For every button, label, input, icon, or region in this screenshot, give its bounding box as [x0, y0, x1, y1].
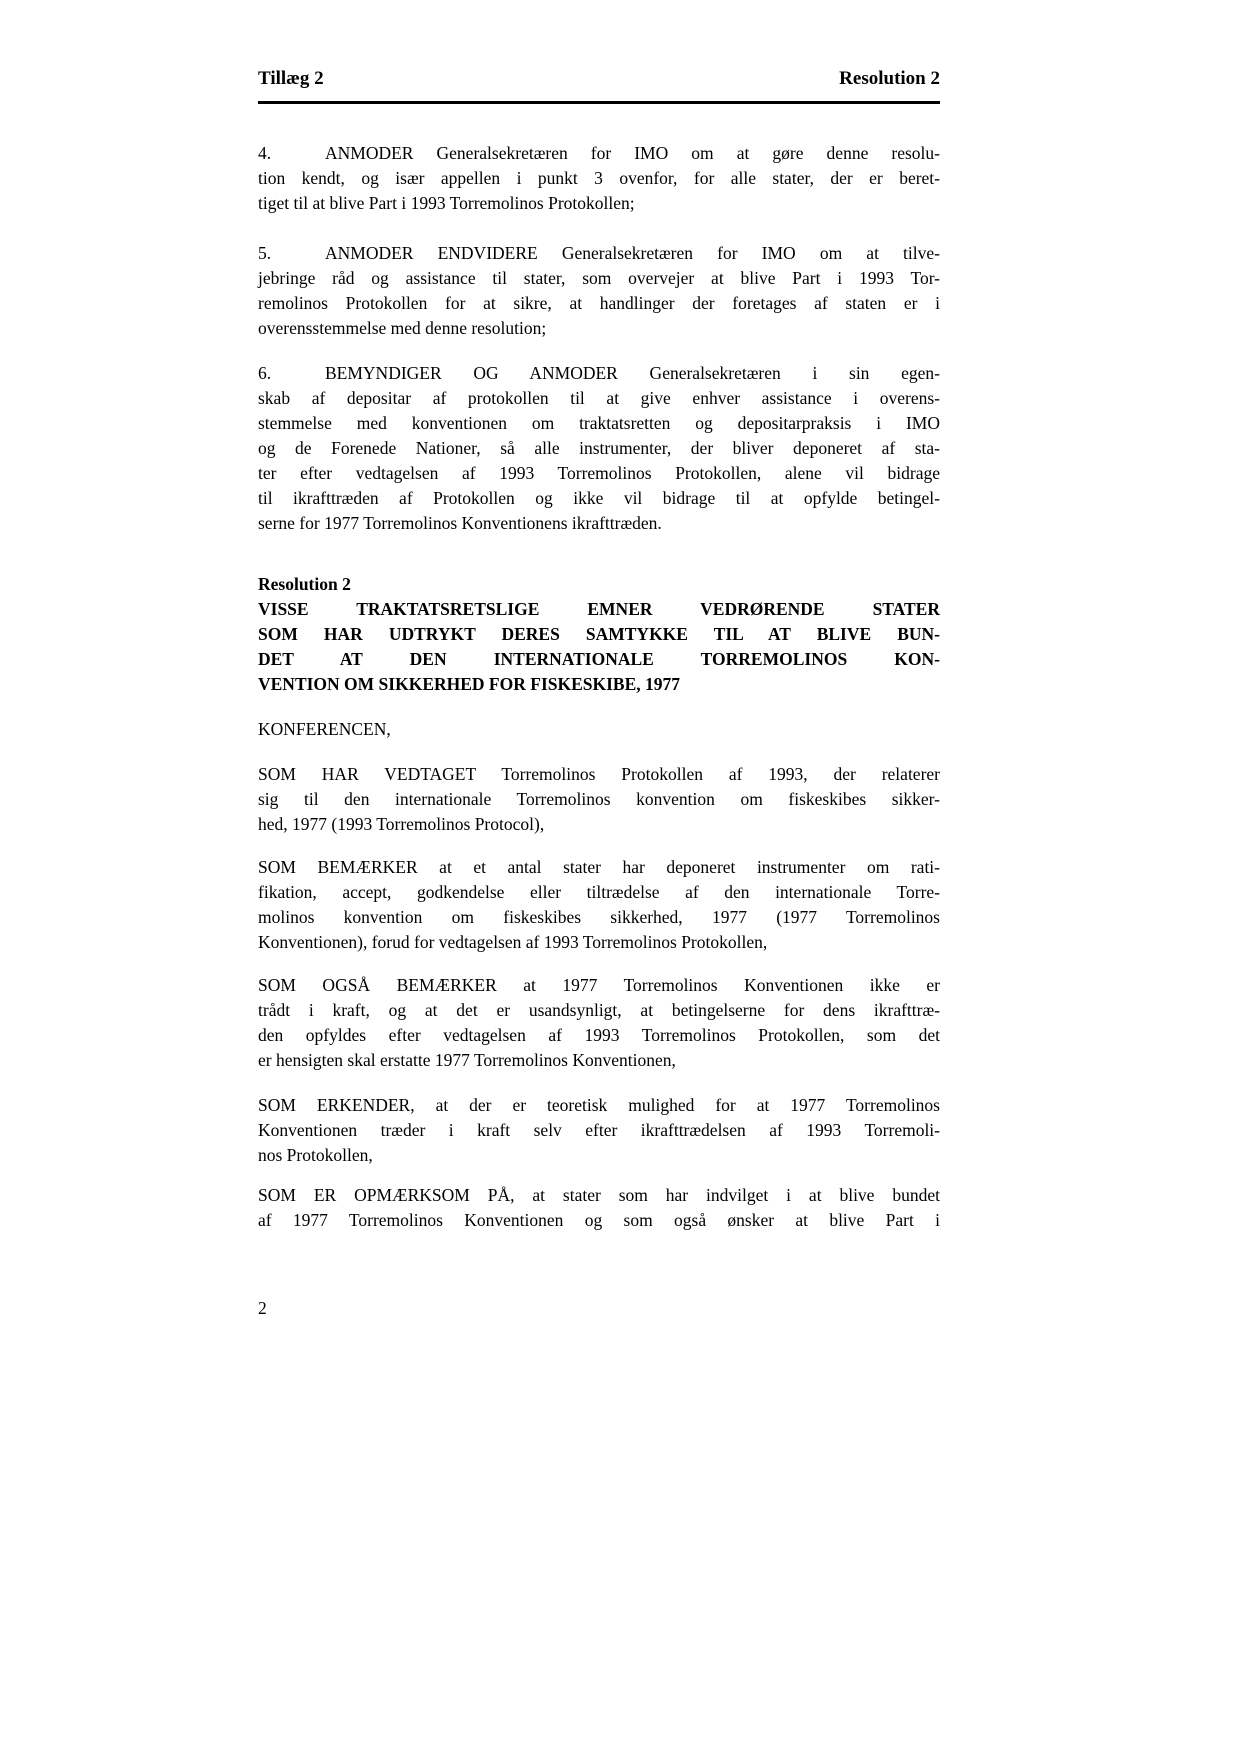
numbered-paragraph: [258, 361, 940, 536]
section-title: [258, 597, 940, 697]
numbered-paragraph: [258, 141, 940, 216]
text-line: SOM HAR VEDTAGET Torremolinos Protokollen af 1993, der relaterer: [258, 764, 940, 784]
text-line: KONFERENCEN,: [258, 719, 391, 739]
paragraph-number: 6.: [258, 363, 272, 383]
preamble-section: [258, 717, 940, 1233]
page-header: [258, 66, 940, 92]
page-number: 2: [258, 1298, 267, 1318]
text-line: VISSE TRAKTATSRETSLIGE EMNER VEDRØRENDE STATER: [258, 599, 940, 619]
text-line: nos Protokollen,: [258, 1145, 373, 1165]
text-line: DET AT DEN INTERNATIONALE TORREMOLINOS KON-: [258, 649, 940, 669]
text-line: tiget til at blive Part i 1993 Torremolinos Protokollen;: [258, 193, 635, 213]
text-line: SOM ERKENDER, at der er teoretisk mulighed for at 1977 Torremolinos: [258, 1095, 940, 1115]
text-line: sig til den internationale Torremolinos konvention om fiskeskibes sikker-: [258, 789, 940, 809]
text-line: SOM OGSÅ BEMÆRKER at 1977 Torremolinos Konventionen ikke er: [258, 975, 940, 995]
page-content: [258, 66, 940, 1233]
text-line: af 1977 Torremolinos Konventionen og som også ønsker at blive Part i: [258, 1210, 940, 1230]
text-line: overensstemmelse med denne resolution;: [258, 318, 547, 338]
preamble-paragraph: [258, 855, 940, 955]
preamble-paragraph: [258, 762, 940, 837]
text-line: tion kendt, og især appellen i punkt 3 ovenfor, for alle stater, der er beret-: [258, 168, 940, 188]
paragraph-number: 5.: [258, 243, 272, 263]
preamble-paragraph: [258, 973, 940, 1073]
text-line: SOM HAR UDTRYKT DERES SAMTYKKE TIL AT BLIVE BUN-: [258, 624, 940, 644]
text-line: remolinos Protokollen for at sikre, at handlinger der foretages af staten er i: [258, 293, 940, 313]
text-line: ter efter vedtagelsen af 1993 Torremolinos Protokollen, alene vil bidrage: [258, 463, 940, 483]
text-line: til ikrafttræden af Protokollen og ikke vil bidrage til at opfylde betingel-: [258, 488, 940, 508]
text-line: fikation, accept, godkendelse eller tiltrædelse af den internationale Torre-: [258, 882, 940, 902]
text-line: den opfyldes efter vedtagelsen af 1993 Torremolinos Protokollen, som det: [258, 1025, 940, 1045]
section-heading-label: Resolution 2: [258, 574, 351, 594]
text-line: VENTION OM SIKKERHED FOR FISKESKIBE, 1977: [258, 674, 681, 694]
header-right-label: Resolution 2: [839, 68, 940, 89]
text-line: 4. ANMODER Generalsekretæren for IMO om at gøre denne resolu-: [258, 141, 940, 166]
section-heading: [258, 572, 940, 697]
text-line: 5. ANMODER ENDVIDERE Generalsekretæren for IMO om at tilve-: [258, 241, 940, 266]
paragraph-number: 4.: [258, 143, 272, 163]
text-line: skab af depositar af protokollen til at give enhver assistance i overens-: [258, 388, 940, 408]
text-line: Konventionen træder i kraft selv efter ikrafttrædelsen af 1993 Torremoli-: [258, 1120, 940, 1140]
header-left-label: Tillæg 2: [258, 68, 324, 89]
header-rule: [258, 101, 940, 104]
text-line: hed, 1977 (1993 Torremolinos Protocol),: [258, 814, 545, 834]
text-line: 6. BEMYNDIGER OG ANMODER Generalsekretæren i sin egen-: [258, 361, 940, 386]
text-line: er hensigten skal erstatte 1977 Torremolinos Konventionen,: [258, 1050, 676, 1070]
text-line: trådt i kraft, og at det er usandsynligt, at betingelserne for dens ikrafttræ-: [258, 1000, 940, 1020]
numbered-paragraph: [258, 241, 940, 341]
text-line: SOM BEMÆRKER at et antal stater har deponeret instrumenter om rati-: [258, 857, 940, 877]
preamble-paragraph: [258, 1093, 940, 1168]
text-line: SOM ER OPMÆRKSOM PÅ, at stater som har indvilget i at blive bundet: [258, 1185, 940, 1205]
text-line: Konventionen), forud for vedtagelsen af 1993 Torremolinos Protokollen,: [258, 932, 768, 952]
text-line: jebringe råd og assistance til stater, som overvejer at blive Part i 1993 Tor-: [258, 268, 940, 288]
text-line: og de Forenede Nationer, så alle instrumenter, der bliver deponeret af sta-: [258, 438, 940, 458]
numbered-paragraphs-section: [258, 141, 940, 536]
text-line: molinos konvention om fiskeskibes sikkerhed, 1977 (1977 Torremolinos: [258, 907, 940, 927]
preamble-paragraph: [258, 717, 940, 742]
text-line: serne for 1977 Torremolinos Konventionens ikrafttræden.: [258, 513, 662, 533]
text-line: stemmelse med konventionen om traktatsretten og depositarpraksis i IMO: [258, 413, 940, 433]
preamble-paragraph: [258, 1183, 940, 1233]
